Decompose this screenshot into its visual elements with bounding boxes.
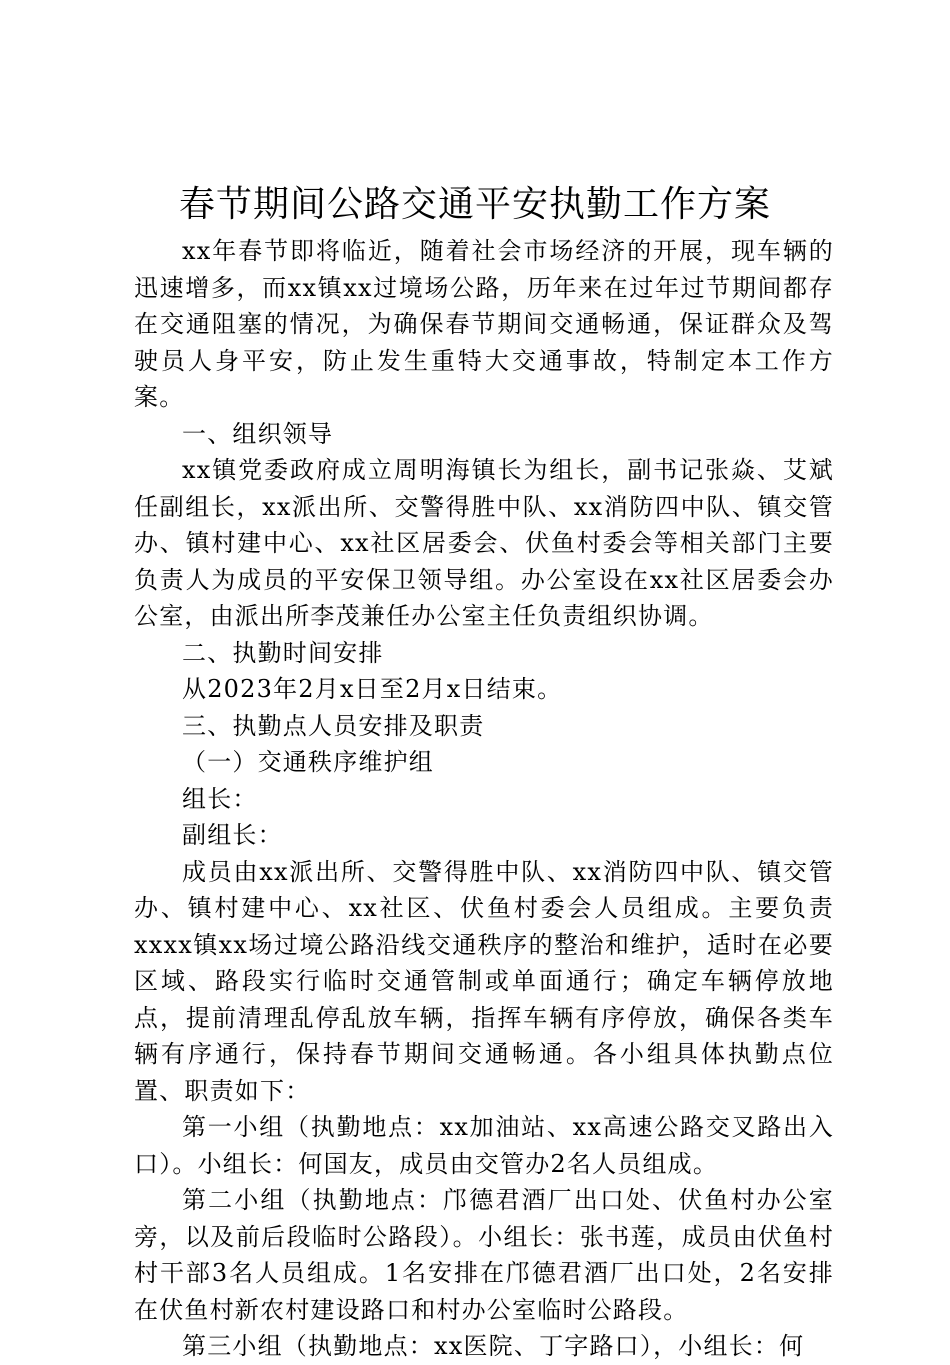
organization-paragraph: xx镇党委政府成立周明海镇长为组长，副书记张焱、艾斌任副组长，xx派出所、交警得胜中队、xx消防四中队、镇交管办、镇村建中心、xx社区居委会、伏鱼村委会等相关部门主要负责人为成员的平安保卫领导组。办公室设在xx社区居委会办公室，由派出所李茂兼任办公室主任负责组织协调。 [134,456,834,630]
group-three-paragraph: 第三小组（执勤地点：xx医院、丁字路口），小组长：何 [182,1332,805,1360]
document-title: 春节期间公路交通平安执勤工作方案 [178,184,771,225]
members-paragraph: 成员由xx派出所、交警得胜中队、xx消防四中队、镇交管办、镇村建中心、xx社区、伏鱼村委会人员组成。主要负责xxxx镇xx场过境公路沿线交通秩序的整治和维护，适时在必要区域、路段实行临时交通管制或单面通行；确定车辆停放地点，提前清理乱停乱放车辆，指挥车辆有序停放，确保各类车辆有序通行，保持春节期间交通畅通。各小组具体执勤点位置、职责如下： [134,857,834,1105]
section-heading-schedule: 二、执勤时间安排 [182,638,384,667]
section-heading-staffing: 三、执勤点人员安排及职责 [182,711,485,740]
section-heading-organization: 一、组织领导 [182,419,334,448]
schedule-paragraph: 从2023年2月x日至2月x日结束。 [182,675,563,703]
subsection-heading-traffic-order: （一）交通秩序维护组 [182,748,434,776]
group-one-paragraph: 第一小组（执勤地点：xx加油站、xx高速公路交叉路出入口）。小组长：何国友，成员由交管办2名人员组成。 [134,1113,834,1178]
leader-line: 组长： [182,784,258,813]
deputy-leader-line: 副组长： [182,821,283,849]
group-two-paragraph: 第二小组（执勤地点：邝德君酒厂出口处、伏鱼村办公室旁，以及前后段临时公路段）。小组长：张书莲，成员由伏鱼村村干部3名人员组成。1名安排在邝德君酒厂出口处，2名安排在伏鱼村新农村建设路口和村办公室临时公路段。 [134,1186,834,1324]
document-body [134,233,834,1365]
intro-paragraph: xx年春节即将临近，随着社会市场经济的开展，现车辆的迅速增多，而xx镇xx过境场公路，历年来在过年过节期间都存在交通阻塞的情况，为确保春节期间交通畅通，保证群众及驾驶员人身平安，防止发生重特大交通事故，特制定本工作方案。 [134,237,834,411]
